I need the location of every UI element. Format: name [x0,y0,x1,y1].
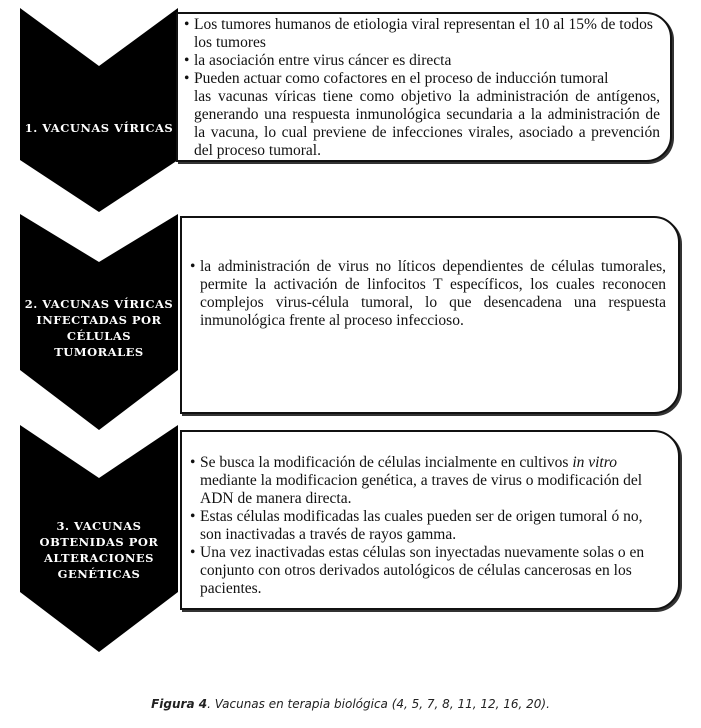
description: las vacunas víricas tiene como objetivo la administración de antígenos, generando una respuesta inmunológica secundaria a la administración de la vacuna, lo cual previene de infecciones virales, asociado a prevención del proceso tumoral. [194,88,660,159]
title-line: ALTERACIONES [43,551,154,565]
step-1-title: 1. VACUNAS VÍRICAS [24,121,174,135]
bullet: • Pueden actuar como cofactores en el proceso de inducción tumoral [184,70,660,88]
title-line: 2. VACUNAS VÍRICAS [24,297,174,311]
caption-text: . Vacunas en terapia biológica (4, 5, 7, 8, 11, 12, 16, 20). [207,697,550,711]
caption-label: Figura 4 [151,697,208,711]
step-2-title [18,296,180,360]
chevron-1 [20,8,178,212]
bullet: • Estas células modificadas las cuales pueden ser de origen tumoral ó no, son inactivadas a través de rayos gamma. [190,508,664,544]
bullet: • Una vez inactivadas estas células son inyectadas nuevamente solas o en conjunto con otros derivados autológicos de células cancerosas en los pacientes. [190,544,664,598]
step-3-title [18,518,180,582]
bullet: • la administración de virus no líticos dependientes de células tumorales, permite la activación de linfocitos T específicos, los cuales reconocen complejos virus-célula tumoral, lo que desencadena una respuesta inmunológica frente al proceso infeccioso. [190,258,666,330]
step-1-box [176,12,672,162]
title-line: GENÉTICAS [57,567,141,581]
bullet: • la asociación entre virus cáncer es directa [184,52,660,70]
text: Se busca la modificación de células incialmente en cultivos [200,454,573,471]
title-line: INFECTADAS POR [36,313,162,327]
title-line: OBTENIDAS POR [39,535,159,549]
title-line: TUMORALES [54,345,144,359]
step-3-box [180,430,680,610]
text: mediante la modificacion genética, a traves de virus o modificación del ADN de manera directa. [200,472,643,507]
bullet: • Los tumores humanos de etiologia viral representan el 10 al 15% de todos los tumores [184,16,660,52]
title-line: CÉLULAS [66,329,132,343]
title-line: 3. VACUNAS [56,519,142,533]
bullet [190,454,664,508]
figure-caption [0,697,701,711]
italic-text: in vitro [572,454,617,471]
step-2-box [180,216,680,414]
